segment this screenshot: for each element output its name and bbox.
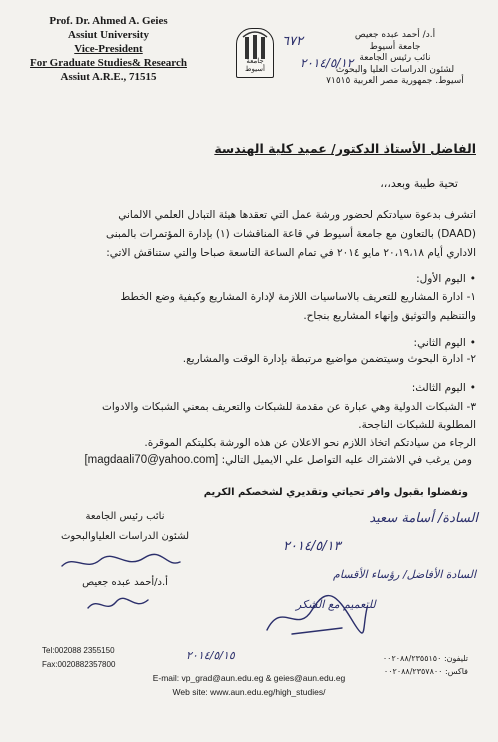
handwritten-recipient: السادة/ أسامة سعيد <box>369 511 478 526</box>
request-line: الرجاء من سيادتكم اتخاذ اللازم نحو الاعلان عن هذه الورشة بكليتكم الموقرة. <box>144 437 476 449</box>
handwritten-circulate: للتعميم مع الشكر <box>296 598 376 611</box>
handwritten-bottom-date: ٢٠١٤/٥/١٥ <box>186 649 235 662</box>
footer-email: E-mail: vp_grad@aun.edu.eg & geies@aun.edu.eg <box>152 673 346 683</box>
paragraph1-line1: اتشرف بدعوة سيادتكم لحضور ورشة عمل التي تعقدها هيئة التبادل العلمي الالماني <box>118 209 476 221</box>
handwritten-initials <box>84 594 154 616</box>
bullet-icon: • <box>469 382 476 394</box>
handwritten-ref-number: ٦٧٢ <box>282 34 303 49</box>
letter-addressee: الفاضل الأستاذ الدكتور/ عميد كلية الهندسة <box>214 141 476 156</box>
header-ar-department: لشئون الدراسات العليا والبحوث <box>335 64 455 75</box>
footer-tel: Tel:002088 2355150 <box>42 646 115 655</box>
day3-title-text: اليوم الثالث: <box>411 382 466 394</box>
bullet-icon: • <box>469 273 476 285</box>
handwritten-deans: السادة الأفاضل/ رؤساء الأقسام <box>333 568 476 581</box>
day1-title-text: اليوم الأول: <box>416 273 466 285</box>
footer-fax: Fax:0020882357800 <box>42 660 116 669</box>
header-en-address: Assiut A.R.E., 71515 <box>60 71 157 83</box>
closing-line: وتفضلوا بقبول وافر تحياتي وتقديري لشخصكم الكريم <box>203 487 468 498</box>
header-english <box>6 14 211 84</box>
header-en-name: Prof. Dr. Ahmed A. Geies <box>49 15 168 27</box>
signature-name: أ.د/أحمد عبده جعيص <box>82 577 168 588</box>
university-logo <box>236 28 274 78</box>
bullet-icon: • <box>469 337 476 349</box>
header-ar-address: أسيوط. جمهورية مصر العربية ٧١٥١٥ <box>326 76 464 86</box>
handwritten-signature-left <box>56 550 186 576</box>
signature-title1: نائب رئيس الجامعة <box>85 511 165 522</box>
header-en-university: Assiut University <box>68 29 149 41</box>
header-en-department: For Graduate Studies& Research <box>30 57 187 69</box>
handwritten-mid-date: ٢٠١٤/٥/١٣ <box>283 539 341 554</box>
handwritten-top-date: ٢٠١٤/٥/١٢ <box>300 56 354 70</box>
signature-title2: لشئون الدراسات العلياوالبحوث <box>60 531 190 542</box>
paragraph1-line2: (DAAD) بالتعاون مع جامعة أسيوط في قاعة المناقشات (١) بإدارة المؤتمرات بالمبنى <box>105 228 476 240</box>
day1-title <box>416 273 476 285</box>
contact-email: [magdaali70@yahoo.com] <box>84 454 219 466</box>
letter-greeting: تحية طيبة وبعد،،، <box>380 177 458 190</box>
header-ar-university: جامعة أسيوط <box>369 41 421 52</box>
day2-title <box>414 337 476 349</box>
header-arabic <box>300 30 490 88</box>
footer-website: Web site: www.aun.edu.eg/high_studies/ <box>172 687 326 697</box>
day1-line2: والتنظيم والتوثيق وإنهاء المشاريع بنجاح. <box>303 310 476 322</box>
handwritten-signature-right <box>262 590 372 640</box>
day3-title <box>412 382 476 394</box>
contact-text: ومن يرغب في الاشتراك عليه التواصل علي الايميل التالي: <box>221 454 472 466</box>
header-en-title: Vice-President <box>74 43 143 55</box>
day2-line1: ٢- ادارة البحوث وسيتضمن مواضيع مرتبطة بإدارة الوقت والمشاريع. <box>182 353 476 365</box>
header-ar-name: أ.د/ أحمد عبده جعيص <box>354 30 436 40</box>
footer-tel-ar: تليفون: ٠٠٢٠٨٨/٢٣٥٥١٥٠ <box>382 654 468 663</box>
day2-title-text: اليوم الثاني: <box>413 337 466 349</box>
footer-fax-ar: فاكس: ٠٠٢٠٨٨/٢٣٥٧٨٠٠ <box>383 667 468 676</box>
contact-line <box>20 454 472 466</box>
logo-text: جامعة أسيوط <box>244 57 265 73</box>
header-ar-title: نائب رئيس الجامعة <box>359 53 431 63</box>
day1-line1: ١- ادارة المشاريع للتعريف بالاساسيات اللازمة لإدارة المشاريع وكيفية وضع الخطط <box>120 291 476 303</box>
day3-line1: ٣- الشبكات الدولية وهي عبارة عن مقدمة للشبكات والتعريف بمعني الشبكات والادوات <box>101 401 476 413</box>
paragraph1-line3: الاداري أيام ٢٠،١٩،١٨ مايو ٢٠١٤ في تمام الساعة التاسعة صباحا والتي ستناقش الاتي: <box>106 247 476 259</box>
day3-line2: المطلوبة للشبكات الناجحة. <box>358 419 476 431</box>
